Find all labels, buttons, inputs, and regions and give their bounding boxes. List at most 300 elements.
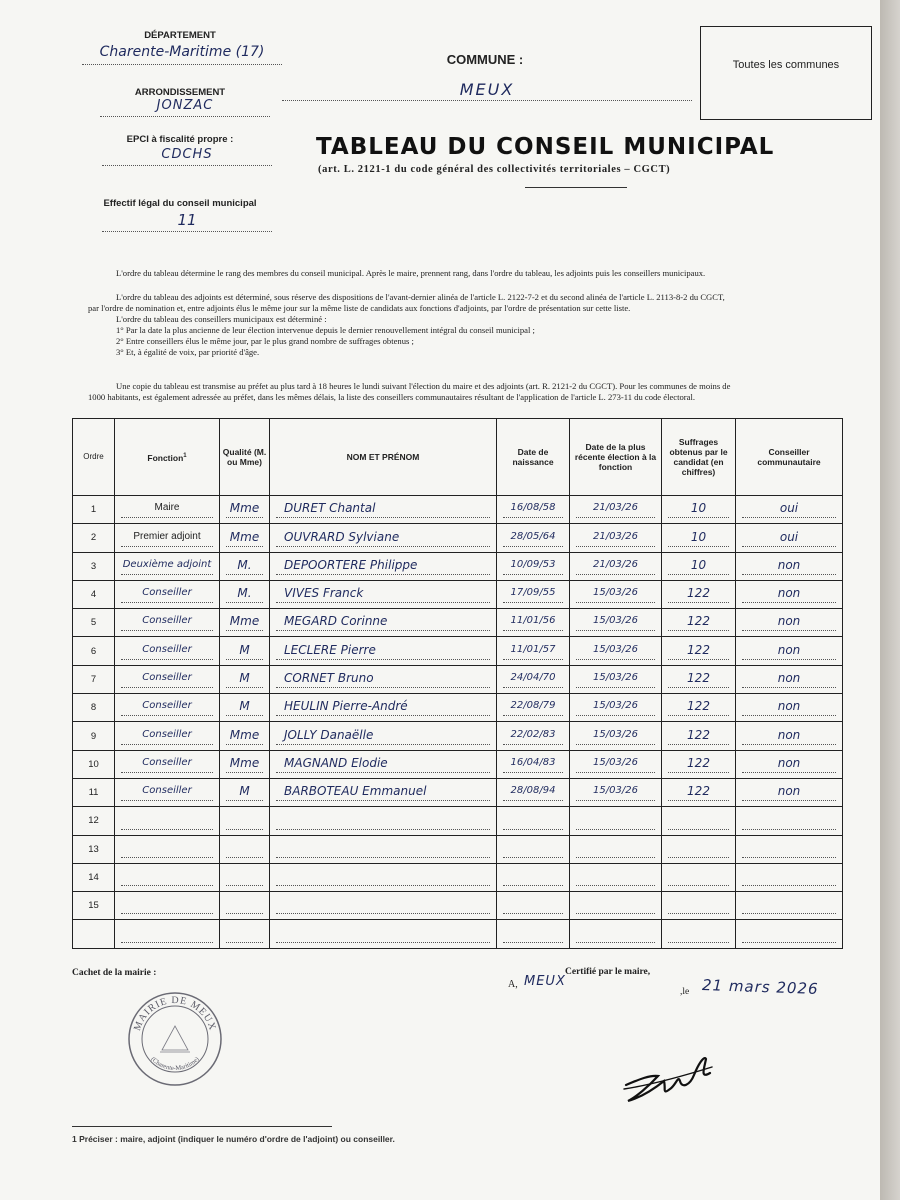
row-nom bbox=[276, 867, 490, 886]
row-nom: VIVES Franck bbox=[276, 584, 490, 603]
row-election-cell bbox=[570, 778, 662, 806]
row-fonction-cell bbox=[115, 524, 220, 552]
row-election-cell bbox=[570, 552, 662, 580]
row-election-cell bbox=[570, 496, 662, 524]
row-election: 15/03/26 bbox=[576, 782, 655, 801]
row-nom-cell bbox=[270, 694, 497, 722]
row-naissance: 17/09/55 bbox=[503, 584, 563, 603]
row-election-cell bbox=[570, 807, 662, 835]
row-qualite: Mme bbox=[226, 612, 263, 631]
row-nom: OUVRARD Sylviane bbox=[276, 528, 490, 547]
signature-icon bbox=[620, 1045, 720, 1110]
row-election: 15/03/26 bbox=[576, 584, 655, 603]
row-qualite: Mme bbox=[226, 726, 263, 745]
row-naissance: 24/04/70 bbox=[503, 669, 563, 688]
table-row bbox=[73, 892, 843, 920]
row-nom-cell bbox=[270, 552, 497, 580]
row-nom: DURET Chantal bbox=[276, 499, 490, 518]
row-qualite bbox=[226, 839, 263, 858]
row-communautaire-cell bbox=[736, 835, 843, 863]
row-naissance-cell bbox=[497, 496, 570, 524]
seal-text: MAIRIE DE MEUX bbox=[131, 994, 218, 1033]
row-election: 15/03/26 bbox=[576, 669, 655, 688]
row-suffrages: 122 bbox=[668, 612, 729, 631]
row-fonction-cell bbox=[115, 722, 220, 750]
table-row bbox=[73, 496, 843, 524]
row-nom: DEPOORTERE Philippe bbox=[276, 556, 490, 575]
departement-label: DÉPARTEMENT bbox=[144, 30, 216, 41]
row-naissance-cell bbox=[497, 863, 570, 891]
row-nom: CORNET Bruno bbox=[276, 669, 490, 688]
row-election: 15/03/26 bbox=[576, 612, 655, 631]
row-suffrages-cell bbox=[662, 580, 736, 608]
row-election bbox=[576, 895, 655, 914]
epci-label: EPCI à fiscalité propre : bbox=[126, 134, 234, 145]
arrondissement-label: ARRONDISSEMENT bbox=[134, 87, 226, 98]
row-fonction bbox=[121, 811, 213, 830]
row-communautaire-cell bbox=[736, 778, 843, 806]
row-suffrages: 122 bbox=[668, 641, 729, 660]
row-naissance bbox=[503, 895, 563, 914]
row-election bbox=[576, 839, 655, 858]
row-communautaire bbox=[742, 867, 836, 886]
row-communautaire: non bbox=[742, 584, 836, 603]
cachet-label: Cachet de la mairie : bbox=[72, 968, 157, 978]
row-nom: BARBOTEAU Emmanuel bbox=[276, 782, 490, 801]
row-fonction: Premier adjoint bbox=[121, 528, 213, 547]
row-fonction: Conseiller bbox=[121, 612, 213, 631]
row-qualite: M bbox=[226, 641, 263, 660]
table-body bbox=[73, 496, 843, 949]
table-row bbox=[73, 807, 843, 835]
paragraph-rule-2: 2° Entre conseillers élus le même jour, par le plus grand nombre de suffrages obtenus ; bbox=[116, 336, 414, 346]
row-suffrages: 122 bbox=[668, 754, 729, 773]
row-communautaire-cell bbox=[736, 580, 843, 608]
table-row bbox=[73, 778, 843, 806]
row-qualite: Mme bbox=[226, 754, 263, 773]
row-fonction-cell bbox=[115, 694, 220, 722]
row-fonction-cell bbox=[115, 665, 220, 693]
row-communautaire-cell bbox=[736, 637, 843, 665]
row-fonction: Conseiller bbox=[121, 782, 213, 801]
row-election: 21/03/26 bbox=[576, 556, 655, 575]
table-row bbox=[73, 552, 843, 580]
row-fonction-cell bbox=[115, 750, 220, 778]
row-naissance bbox=[503, 839, 563, 858]
row-fonction-cell bbox=[115, 778, 220, 806]
page-edge bbox=[880, 0, 900, 1200]
row-suffrages-cell bbox=[662, 778, 736, 806]
row-naissance: 11/01/57 bbox=[503, 641, 563, 660]
row-communautaire: non bbox=[742, 612, 836, 631]
table-row bbox=[73, 580, 843, 608]
row-communautaire-cell bbox=[736, 552, 843, 580]
row-qualite: Mme bbox=[226, 528, 263, 547]
row-election-cell bbox=[570, 580, 662, 608]
row-communautaire: non bbox=[742, 556, 836, 575]
row-nom-cell bbox=[270, 835, 497, 863]
row-nom-cell bbox=[270, 580, 497, 608]
row-qualite-cell bbox=[220, 637, 270, 665]
row-ordre: 2 bbox=[73, 524, 115, 552]
row-nom-cell bbox=[270, 609, 497, 637]
header-nom: NOM ET PRÉNOM bbox=[270, 419, 497, 496]
paragraph-transmission-b: 1000 habitants, est également adressée au préfet, dans les mêmes délais, la liste des conseillers communautaires résultant de l'application de l'article L. 273-11 du code électoral. bbox=[88, 392, 695, 402]
row-communautaire: non bbox=[742, 726, 836, 745]
row-qualite: M bbox=[226, 669, 263, 688]
header-fonction-footnote: 1 bbox=[183, 453, 187, 460]
row-suffrages: 122 bbox=[668, 726, 729, 745]
row-fonction-cell bbox=[115, 835, 220, 863]
table-row bbox=[73, 637, 843, 665]
row-ordre: 6 bbox=[73, 637, 115, 665]
a-value: MEUX bbox=[524, 974, 566, 989]
row-suffrages-cell bbox=[662, 665, 736, 693]
row-election: 21/03/26 bbox=[576, 499, 655, 518]
row-naissance: 22/08/79 bbox=[503, 697, 563, 716]
row-ordre: 4 bbox=[73, 580, 115, 608]
table-row bbox=[73, 863, 843, 891]
row-naissance-cell bbox=[497, 552, 570, 580]
row-nom: MEGARD Corinne bbox=[276, 612, 490, 631]
row-election-cell bbox=[570, 835, 662, 863]
row-naissance-cell bbox=[497, 609, 570, 637]
row-communautaire-cell bbox=[736, 524, 843, 552]
row-election: 15/03/26 bbox=[576, 697, 655, 716]
table-row bbox=[73, 750, 843, 778]
row-ordre: 8 bbox=[73, 694, 115, 722]
row-election-cell bbox=[570, 609, 662, 637]
row-suffrages: 122 bbox=[668, 697, 729, 716]
row-suffrages-cell bbox=[662, 863, 736, 891]
row-communautaire-cell bbox=[736, 496, 843, 524]
row-suffrages-cell bbox=[662, 892, 736, 920]
arrondissement-value: JONZAC bbox=[100, 98, 270, 117]
row-nom-cell bbox=[270, 722, 497, 750]
row-qualite-cell bbox=[220, 863, 270, 891]
table-row bbox=[73, 920, 843, 948]
row-election: 15/03/26 bbox=[576, 754, 655, 773]
page-subtitle: (art. L. 2121-1 du code général des collectivités territoriales – CGCT) bbox=[318, 164, 671, 175]
row-fonction: Conseiller bbox=[121, 641, 213, 660]
row-election-cell bbox=[570, 892, 662, 920]
row-naissance-cell bbox=[497, 750, 570, 778]
row-suffrages-cell bbox=[662, 835, 736, 863]
row-suffrages-cell bbox=[662, 722, 736, 750]
row-naissance-cell bbox=[497, 722, 570, 750]
table-row bbox=[73, 835, 843, 863]
row-naissance-cell bbox=[497, 807, 570, 835]
row-qualite-cell bbox=[220, 524, 270, 552]
row-naissance: 22/02/83 bbox=[503, 726, 563, 745]
row-qualite bbox=[226, 867, 263, 886]
table-row bbox=[73, 524, 843, 552]
row-ordre: 11 bbox=[73, 778, 115, 806]
paragraph-ordre: L'ordre du tableau détermine le rang des membres du conseil municipal. Après le maire, prennent rang, dans l'ordre du tableau, les adjoints puis les conseillers municipaux. bbox=[116, 268, 706, 278]
mayor-signature bbox=[620, 1045, 720, 1110]
row-communautaire-cell bbox=[736, 920, 843, 948]
mairie-seal bbox=[126, 990, 224, 1088]
row-communautaire bbox=[742, 924, 836, 943]
header-election: Date de la plus récente élection à la fonction bbox=[570, 419, 662, 496]
row-fonction-cell bbox=[115, 807, 220, 835]
effectif-label: Effectif légal du conseil municipal bbox=[103, 198, 257, 209]
row-naissance-cell bbox=[497, 694, 570, 722]
row-election-cell bbox=[570, 750, 662, 778]
communes-box-text: Toutes les communes bbox=[732, 59, 840, 71]
row-qualite: Mme bbox=[226, 499, 263, 518]
le-label: ,le bbox=[680, 987, 690, 997]
row-fonction-cell bbox=[115, 892, 220, 920]
row-fonction-cell bbox=[115, 609, 220, 637]
row-nom bbox=[276, 895, 490, 914]
header-qualite: Qualité (M. ou Mme) bbox=[220, 419, 270, 496]
row-fonction bbox=[121, 867, 213, 886]
row-suffrages bbox=[668, 924, 729, 943]
row-fonction-cell bbox=[115, 863, 220, 891]
row-suffrages: 10 bbox=[668, 528, 729, 547]
row-election bbox=[576, 811, 655, 830]
row-nom-cell bbox=[270, 637, 497, 665]
row-communautaire-cell bbox=[736, 892, 843, 920]
row-fonction: Deuxième adjoint bbox=[121, 556, 213, 575]
row-fonction bbox=[121, 839, 213, 858]
title-underline bbox=[525, 187, 627, 188]
row-naissance-cell bbox=[497, 524, 570, 552]
row-qualite: M. bbox=[226, 556, 263, 575]
row-communautaire bbox=[742, 811, 836, 830]
row-election: 15/03/26 bbox=[576, 641, 655, 660]
row-fonction bbox=[121, 924, 213, 943]
row-fonction: Conseiller bbox=[121, 726, 213, 745]
row-communautaire bbox=[742, 839, 836, 858]
row-nom: MAGNAND Elodie bbox=[276, 754, 490, 773]
row-suffrages: 122 bbox=[668, 584, 729, 603]
row-suffrages-cell bbox=[662, 920, 736, 948]
row-communautaire: non bbox=[742, 697, 836, 716]
row-fonction: Conseiller bbox=[121, 584, 213, 603]
header-ordre: Ordre bbox=[73, 419, 115, 496]
paragraph-rule-3: 3° Et, à égalité de voix, par priorité d'âge. bbox=[116, 347, 260, 357]
row-suffrages-cell bbox=[662, 552, 736, 580]
seal-sub-text: (Charente-Maritime) bbox=[149, 1055, 201, 1073]
row-naissance-cell bbox=[497, 892, 570, 920]
row-ordre: 10 bbox=[73, 750, 115, 778]
row-naissance-cell bbox=[497, 778, 570, 806]
row-nom-cell bbox=[270, 778, 497, 806]
row-nom-cell bbox=[270, 496, 497, 524]
row-election-cell bbox=[570, 920, 662, 948]
council-table bbox=[72, 418, 843, 949]
row-election bbox=[576, 867, 655, 886]
row-nom bbox=[276, 839, 490, 858]
row-qualite-cell bbox=[220, 835, 270, 863]
row-fonction: Conseiller bbox=[121, 754, 213, 773]
row-communautaire-cell bbox=[736, 863, 843, 891]
row-ordre: 15 bbox=[73, 892, 115, 920]
row-qualite: M. bbox=[226, 584, 263, 603]
row-nom-cell bbox=[270, 750, 497, 778]
commune-label: COMMUNE : bbox=[446, 52, 524, 67]
row-qualite-cell bbox=[220, 750, 270, 778]
row-qualite bbox=[226, 811, 263, 830]
row-communautaire: non bbox=[742, 754, 836, 773]
row-suffrages bbox=[668, 811, 729, 830]
row-suffrages: 122 bbox=[668, 669, 729, 688]
row-suffrages-cell bbox=[662, 750, 736, 778]
row-naissance-cell bbox=[497, 835, 570, 863]
row-fonction: Maire bbox=[121, 499, 213, 518]
row-naissance bbox=[503, 924, 563, 943]
paragraph-adjoints-a: L'ordre du tableau des adjoints est déterminé, sous réserve des dispositions de l'avant-dernier alinéa de l'article L. 2122-7-2 et du second alinéa de l'article L. 2113-8-2 du CGCT, bbox=[116, 292, 725, 302]
epci-value: CDCHS bbox=[102, 147, 272, 166]
departement-value: Charente-Maritime (17) bbox=[82, 44, 282, 65]
row-suffrages-cell bbox=[662, 637, 736, 665]
row-election: 21/03/26 bbox=[576, 528, 655, 547]
row-naissance-cell bbox=[497, 665, 570, 693]
svg-text:(Charente-Maritime) bbox=[149, 1056, 200, 1072]
date-value: 21 mars 2026 bbox=[701, 975, 819, 999]
row-qualite-cell bbox=[220, 496, 270, 524]
row-communautaire-cell bbox=[736, 750, 843, 778]
paragraph-rule-1: 1° Par la date la plus ancienne de leur élection intervenue depuis le dernier renouvellement intégral du conseil municipal ; bbox=[116, 325, 535, 335]
row-naissance-cell bbox=[497, 637, 570, 665]
row-suffrages-cell bbox=[662, 694, 736, 722]
header-naissance: Date de naissance bbox=[497, 419, 570, 496]
row-suffrages bbox=[668, 895, 729, 914]
page-title: TABLEAU DU CONSEIL MUNICIPAL bbox=[316, 134, 775, 160]
row-communautaire: oui bbox=[742, 499, 836, 518]
row-naissance: 16/08/58 bbox=[503, 499, 563, 518]
row-ordre bbox=[73, 920, 115, 948]
row-communautaire: non bbox=[742, 669, 836, 688]
row-election-cell bbox=[570, 863, 662, 891]
row-suffrages-cell bbox=[662, 496, 736, 524]
row-ordre: 12 bbox=[73, 807, 115, 835]
row-suffrages-cell bbox=[662, 609, 736, 637]
row-suffrages-cell bbox=[662, 807, 736, 835]
row-nom bbox=[276, 924, 490, 943]
row-election bbox=[576, 924, 655, 943]
row-ordre: 1 bbox=[73, 496, 115, 524]
row-qualite-cell bbox=[220, 892, 270, 920]
row-communautaire-cell bbox=[736, 609, 843, 637]
row-communautaire-cell bbox=[736, 722, 843, 750]
row-fonction bbox=[121, 895, 213, 914]
header-suffrages: Suffrages obtenus par le candidat (en chiffres) bbox=[662, 419, 736, 496]
header-communautaire: Conseiller communautaire bbox=[736, 419, 843, 496]
effectif-value: 11 bbox=[102, 211, 272, 232]
row-election: 15/03/26 bbox=[576, 726, 655, 745]
row-nom-cell bbox=[270, 863, 497, 891]
row-communautaire-cell bbox=[736, 807, 843, 835]
footnote: 1 Préciser : maire, adjoint (indiquer le numéro d'ordre de l'adjoint) ou conseiller. bbox=[72, 1134, 395, 1144]
row-naissance bbox=[503, 867, 563, 886]
row-suffrages-cell bbox=[662, 524, 736, 552]
row-ordre: 7 bbox=[73, 665, 115, 693]
row-naissance: 28/08/94 bbox=[503, 782, 563, 801]
row-qualite bbox=[226, 895, 263, 914]
row-ordre: 14 bbox=[73, 863, 115, 891]
row-election-cell bbox=[570, 694, 662, 722]
seal-icon bbox=[126, 990, 224, 1088]
row-communautaire bbox=[742, 895, 836, 914]
table-header-row bbox=[73, 419, 843, 496]
commune-value: MEUX bbox=[282, 80, 692, 101]
row-qualite-cell bbox=[220, 920, 270, 948]
row-suffrages: 10 bbox=[668, 556, 729, 575]
paragraph-transmission-a: Une copie du tableau est transmise au préfet au plus tard à 18 heures le lundi suivant l'élection du maire et des adjoints (art. R. 2121-2 du CGCT). Pour les communes de moins de bbox=[116, 381, 731, 391]
row-suffrages bbox=[668, 839, 729, 858]
row-naissance bbox=[503, 811, 563, 830]
paragraph-conseillers: L'ordre du tableau des conseillers municipaux est déterminé : bbox=[116, 314, 327, 324]
row-nom-cell bbox=[270, 807, 497, 835]
row-nom-cell bbox=[270, 524, 497, 552]
row-qualite-cell bbox=[220, 778, 270, 806]
row-communautaire: oui bbox=[742, 528, 836, 547]
row-qualite-cell bbox=[220, 722, 270, 750]
row-qualite bbox=[226, 924, 263, 943]
row-communautaire: non bbox=[742, 782, 836, 801]
row-naissance: 28/05/64 bbox=[503, 528, 563, 547]
row-nom: LECLERE Pierre bbox=[276, 641, 490, 660]
row-naissance-cell bbox=[497, 580, 570, 608]
row-fonction-cell bbox=[115, 920, 220, 948]
table-row bbox=[73, 665, 843, 693]
row-qualite-cell bbox=[220, 552, 270, 580]
row-naissance: 11/01/56 bbox=[503, 612, 563, 631]
row-suffrages bbox=[668, 867, 729, 886]
row-qualite: M bbox=[226, 782, 263, 801]
header-fonction bbox=[115, 419, 220, 496]
row-election-cell bbox=[570, 524, 662, 552]
row-qualite-cell bbox=[220, 694, 270, 722]
row-nom: JOLLY Danaëlle bbox=[276, 726, 490, 745]
row-qualite-cell bbox=[220, 665, 270, 693]
row-ordre: 13 bbox=[73, 835, 115, 863]
row-nom: HEULIN Pierre-André bbox=[276, 697, 490, 716]
row-nom-cell bbox=[270, 892, 497, 920]
row-ordre: 5 bbox=[73, 609, 115, 637]
certifie-label: Certifié par le maire, bbox=[565, 967, 651, 977]
row-fonction-cell bbox=[115, 552, 220, 580]
communes-box bbox=[700, 26, 872, 120]
row-suffrages: 10 bbox=[668, 499, 729, 518]
row-qualite-cell bbox=[220, 580, 270, 608]
paragraph-adjoints-b: par l'ordre de nomination et, entre adjoints élus le même jour sur la même liste de candidats aux fonctions d'adjoints, par l'ordre de présentation sur cette liste. bbox=[88, 303, 631, 313]
row-fonction-cell bbox=[115, 637, 220, 665]
row-communautaire-cell bbox=[736, 665, 843, 693]
row-suffrages: 122 bbox=[668, 782, 729, 801]
header-fonction-text: Fonction bbox=[147, 452, 184, 463]
row-qualite: M bbox=[226, 697, 263, 716]
row-ordre: 9 bbox=[73, 722, 115, 750]
row-qualite-cell bbox=[220, 807, 270, 835]
row-communautaire: non bbox=[742, 641, 836, 660]
row-nom bbox=[276, 811, 490, 830]
row-qualite-cell bbox=[220, 609, 270, 637]
row-election-cell bbox=[570, 722, 662, 750]
row-naissance: 10/09/53 bbox=[503, 556, 563, 575]
row-nom-cell bbox=[270, 920, 497, 948]
row-ordre: 3 bbox=[73, 552, 115, 580]
table-row bbox=[73, 722, 843, 750]
row-naissance-cell bbox=[497, 920, 570, 948]
row-fonction-cell bbox=[115, 580, 220, 608]
row-fonction-cell bbox=[115, 496, 220, 524]
row-fonction: Conseiller bbox=[121, 697, 213, 716]
row-communautaire-cell bbox=[736, 694, 843, 722]
